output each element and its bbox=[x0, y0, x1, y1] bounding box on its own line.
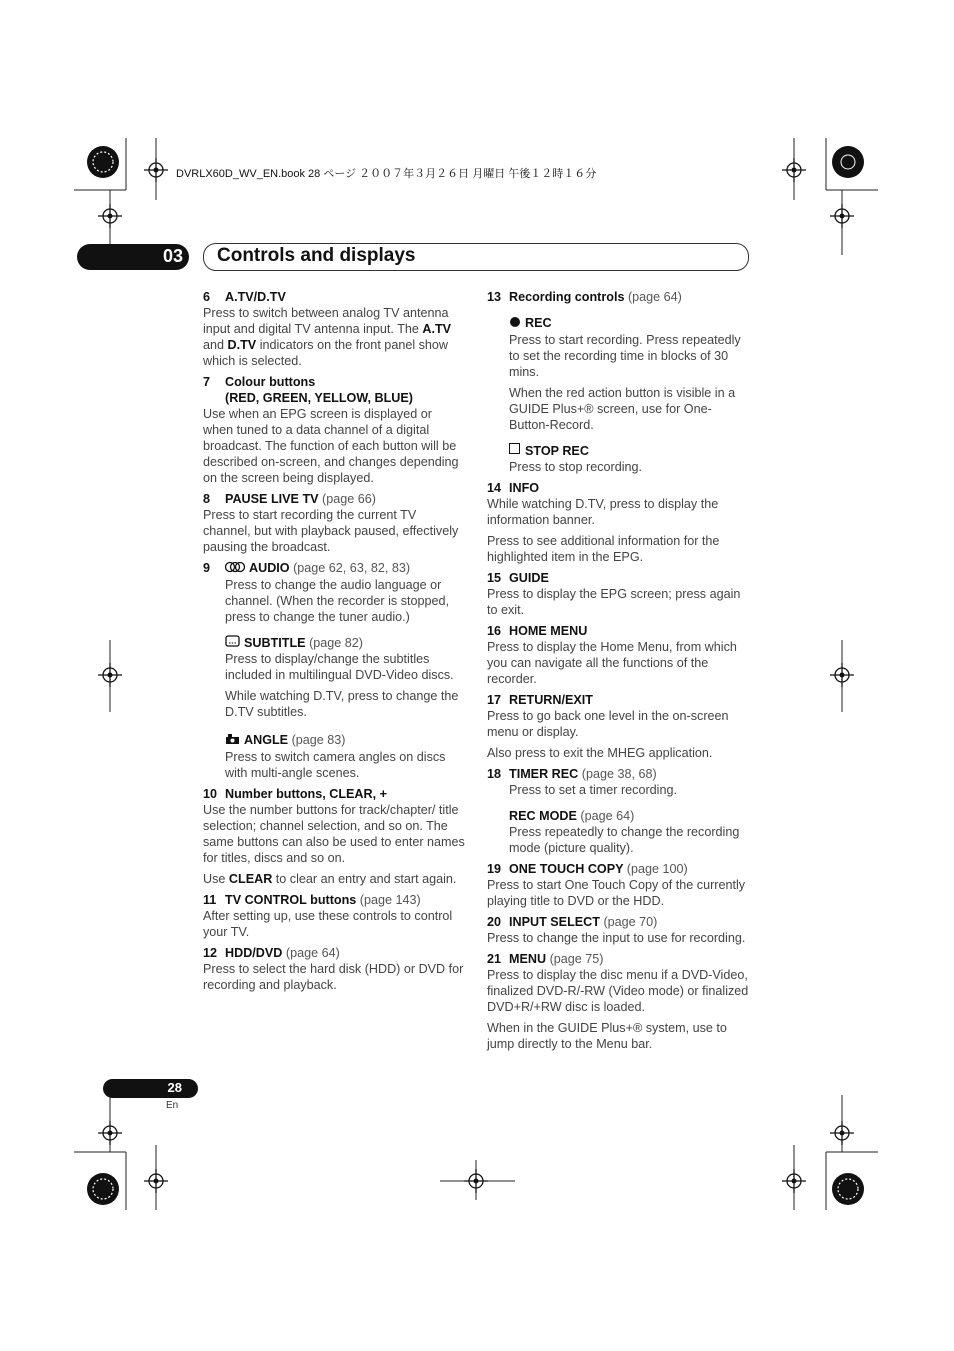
page-ref: (page 64) bbox=[285, 946, 340, 961]
item-number-buttons bbox=[203, 786, 465, 887]
item-hdd-dvd bbox=[203, 945, 465, 993]
item-number: 15 bbox=[487, 571, 502, 586]
item-input-select bbox=[487, 914, 749, 946]
item-title: Number buttons, CLEAR, + bbox=[225, 787, 387, 802]
item-home-menu bbox=[487, 623, 749, 687]
page-language: En bbox=[166, 1100, 179, 1111]
item-text: Press to select the hard disk (HDD) or DVD for recording and playback. bbox=[203, 962, 464, 993]
item-title-line2: (RED, GREEN, YELLOW, BLUE) bbox=[225, 391, 413, 405]
item-number: 8 bbox=[203, 492, 211, 506]
item-rec bbox=[487, 315, 749, 433]
rec-dot-icon bbox=[509, 316, 521, 332]
item-title: HOME MENU bbox=[509, 624, 588, 639]
item-title: PAUSE LIVE TV bbox=[225, 492, 319, 506]
item-number: 19 bbox=[487, 862, 502, 877]
subtitle-icon bbox=[225, 635, 240, 651]
item-text-2: Use CLEAR to clear an entry and start again. bbox=[203, 872, 457, 887]
item-number: 7 bbox=[203, 375, 211, 389]
item-rec-mode bbox=[487, 808, 749, 856]
item-text: While watching D.TV, press to display the information banner. bbox=[487, 497, 719, 528]
stop-square-icon bbox=[509, 443, 521, 459]
item-colour-buttons bbox=[203, 374, 465, 486]
item-text: Press to go back one level in the on-screen menu or display. bbox=[487, 709, 729, 740]
item-text: Press to change the audio language or channel. (When the recorder is stopped, press to change the tuner audio.) bbox=[225, 577, 450, 624]
item-text: Press repeatedly to change the recording mode (picture quality). bbox=[509, 825, 740, 856]
item-text-2: While watching D.TV, press to change the D.TV subtitles. bbox=[225, 689, 459, 720]
page-ref: (page 100) bbox=[626, 862, 688, 877]
item-return-exit bbox=[487, 692, 749, 761]
item-title: TIMER REC bbox=[509, 767, 579, 782]
item-text: Use when an EPG screen is displayed or when tuned to a data channel of a digital broadcast. The function of each button will be described on-screen, and changes depending on the screen being displayed. bbox=[203, 407, 459, 485]
page-ref: (page 64) bbox=[627, 290, 682, 304]
page-ref: (page 143) bbox=[359, 893, 421, 908]
item-title: Recording controls bbox=[509, 290, 625, 304]
item-number: 13 bbox=[487, 290, 502, 304]
item-timer-rec bbox=[487, 766, 749, 798]
item-text-2: Also press to exit the MHEG application. bbox=[487, 746, 713, 761]
item-title: HDD/DVD bbox=[225, 946, 283, 961]
item-title: GUIDE bbox=[509, 571, 549, 586]
audio-icon bbox=[225, 561, 245, 577]
item-text: Press to start One Touch Copy of the currently playing title to DVD or the HDD. bbox=[487, 878, 746, 909]
item-text-2: When in the GUIDE Plus+® system, use to jump directly to the Menu bar. bbox=[487, 1021, 727, 1052]
page-number-tab bbox=[103, 1079, 198, 1098]
item-text: Press to start recording the current TV channel, but with playback paused, effectively pausing the broadcast. bbox=[203, 508, 459, 554]
item-number: 14 bbox=[487, 481, 502, 496]
item-title: A.TV/D.TV bbox=[225, 290, 286, 304]
item-number: 20 bbox=[487, 915, 502, 930]
item-title: ONE TOUCH COPY bbox=[509, 862, 624, 877]
page-ref: (page 62, 63, 82, 83) bbox=[293, 561, 411, 575]
item-one-touch-copy bbox=[487, 861, 749, 909]
item-text: Press to stop recording. bbox=[509, 460, 642, 475]
item-text: Press to display the EPG screen; press again to exit. bbox=[487, 587, 741, 618]
item-title: MENU bbox=[509, 952, 547, 967]
item-number: 18 bbox=[487, 767, 502, 782]
item-number: 11 bbox=[203, 893, 217, 908]
item-title: SUBTITLE bbox=[244, 635, 306, 650]
item-number: 12 bbox=[203, 946, 218, 961]
item-text: Press to switch camera angles on discs with multi-angle scenes. bbox=[225, 750, 446, 781]
item-title: Colour buttons bbox=[225, 375, 316, 389]
page-ref: (page 66) bbox=[322, 492, 376, 506]
item-text-2: Press to see additional information for the highlighted item in the EPG. bbox=[487, 534, 720, 565]
item-title: AUDIO bbox=[249, 561, 290, 575]
item-text-2: When the red action button is visible in a GUIDE Plus+® screen, use for One-Button-Record. bbox=[509, 385, 736, 432]
item-title: REC bbox=[525, 316, 552, 330]
page-number: 28 bbox=[167, 1080, 182, 1095]
item-audio bbox=[203, 560, 465, 625]
item-text: Press to start recording. Press repeatedly to set the recording time in blocks of 30 mins. bbox=[509, 332, 741, 379]
item-number: 17 bbox=[487, 693, 502, 708]
item-stop-rec bbox=[487, 443, 749, 476]
item-text: Press to set a timer recording. bbox=[509, 783, 677, 798]
item-angle bbox=[203, 732, 465, 781]
item-number: 16 bbox=[487, 624, 502, 639]
item-atv-dtv bbox=[203, 289, 465, 369]
item-title: STOP REC bbox=[525, 443, 589, 458]
item-text: Use the number buttons for track/chapter/ title selection; channel selection, and so on. The same buttons can also be used to enter names for titles, discs and so on. bbox=[203, 803, 465, 866]
page-ref: (page 70) bbox=[603, 915, 658, 930]
item-number: 9 bbox=[203, 561, 211, 575]
chapter-title-box bbox=[203, 243, 749, 271]
item-subtitle bbox=[203, 635, 465, 721]
item-number: 21 bbox=[487, 952, 502, 967]
left-column bbox=[203, 289, 465, 998]
item-text: Press to display/change the subtitles included in multilingual DVD-Video discs. bbox=[225, 652, 454, 683]
item-tv-control bbox=[203, 892, 465, 940]
item-info bbox=[487, 480, 749, 565]
item-text: Press to display the Home Menu, from which you can navigate all the functions of the recorder. bbox=[487, 640, 737, 687]
page-ref: (page 75) bbox=[549, 952, 604, 967]
item-title: REC MODE bbox=[509, 809, 577, 824]
page-ref: (page 38, 68) bbox=[581, 767, 657, 782]
item-recording-controls bbox=[487, 289, 749, 305]
item-text: Press to display the disc menu if a DVD-Video, finalized DVD-R/-RW (Video mode) or finalized DVD+R/+RW disc is loaded. bbox=[487, 968, 749, 1015]
item-title: TV CONTROL buttons bbox=[225, 893, 357, 908]
item-title: ANGLE bbox=[244, 733, 289, 748]
item-guide bbox=[487, 570, 749, 618]
item-menu bbox=[487, 951, 749, 1052]
item-text: After setting up, use these controls to control your TV. bbox=[203, 909, 453, 940]
item-title: INPUT SELECT bbox=[509, 915, 600, 930]
print-header: DVRLX60D_WV_EN.book 28 ページ ２００７年３月２６日 月曜日 午後１２時１６分 bbox=[176, 168, 597, 180]
item-number: 6 bbox=[203, 290, 211, 304]
angle-camera-icon bbox=[225, 733, 240, 749]
right-column bbox=[487, 289, 749, 1057]
item-pause-live-tv bbox=[203, 491, 465, 555]
item-text: Press to change the input to use for recording. bbox=[487, 931, 746, 946]
page-ref: (page 64) bbox=[580, 809, 635, 824]
chapter-number: 03 bbox=[162, 246, 183, 266]
item-text: Press to switch between analog TV antenna input and digital TV antenna input. The A.TV and D.TV indicators on the front panel show which is selected. bbox=[203, 306, 452, 368]
page-ref: (page 82) bbox=[309, 635, 363, 650]
item-title: INFO bbox=[509, 481, 540, 496]
item-title: RETURN/EXIT bbox=[509, 693, 593, 708]
chapter-tab bbox=[77, 244, 189, 270]
page-ref: (page 83) bbox=[291, 733, 346, 748]
item-number: 10 bbox=[203, 787, 218, 802]
chapter-title: Controls and displays bbox=[217, 245, 416, 266]
